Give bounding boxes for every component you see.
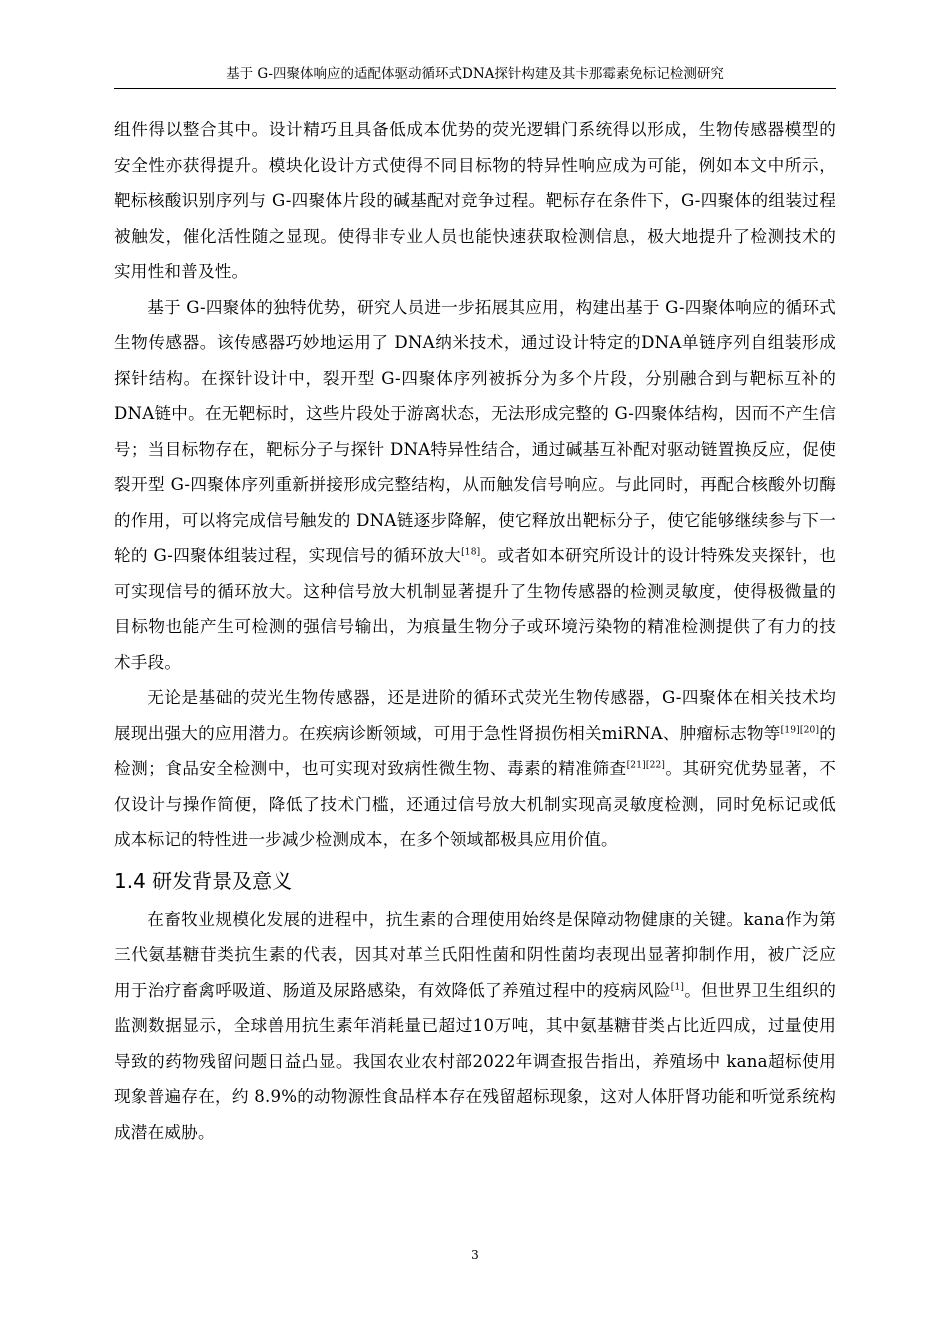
paragraph-2-text-a: 基于 G-四聚体的独特优势，研究人员进一步拓展其应用，构建出基于 G-四聚体响应的循环式生物传感器。该传感器巧妙地运用了 DNA纳米技术，通过设计特定的DNA单链序列自组装形成探针结构。在探针设计中，裂开型 G-四聚体序列被拆分为多个片段，分别融合到与靶标互补的 DNA链中。在无靶标时，这些片段处于游离状态，无法形成完整的 G-四聚体结构，因而不产生信号；当目标物存在，靶标分子与探针 DNA特异性结合，通过碱基互补配对驱动链置换反应，促使裂开型 G-四聚体序列重新拼接形成完整结构，从而触发信号响应。与此同时，再配合核酸外切酶的作用，可以将完成信号触发的 DNA链逐步降解，使它释放出靶标分子，使它能够继续参与下一轮的 G-四聚体组装过程，实现信号的循环放大 <box>114 297 836 565</box>
section-heading: 1.4 研发背景及意义 <box>114 868 293 893</box>
running-header: 基于 G-四聚体响应的适配体驱动循环式DNA探针构建及其卡那霉素免标记检测研究 <box>226 66 724 82</box>
paragraph-4 <box>114 902 836 1151</box>
paragraph-3-text-b: 的检测；食品安全检测中，也可实现对致病性微生物、毒素的精准筛查 <box>114 723 836 778</box>
paragraph-1: 组件得以整合其中。设计精巧且具备低成本优势的荧光逻辑门系统得以形成，生物传感器模型的安全性亦获得提升。模块化设计方式使得不同目标物的特异性响应成为可能，例如本文中所示，靶标核酸识别序列与 G-四聚体片段的碱基配对竞争过程。靶标存在条件下，G-四聚体的组装过程被触发，催化活性随之显现。使得非专业人员也能快速获取检测信息，极大地提升了检测技术的实用性和普及性。 <box>114 120 836 281</box>
paragraph-3-text-a: 无论是基础的荧光生物传感器，还是进阶的循环式荧光生物传感器，G-四聚体在相关技术均展现出强大的应用潜力。在疾病诊断领域，可用于急性肾损伤相关miRNA、肿瘤标志物等 <box>114 688 836 743</box>
citation-1: [1] <box>670 981 685 992</box>
citation-21-22: [21][22] <box>626 760 666 771</box>
header-rule <box>114 88 836 89</box>
citation-18: [18] <box>461 547 481 558</box>
paragraph-2 <box>114 290 836 681</box>
paragraph-4-text-a: 在畜牧业规模化发展的进程中，抗生素的合理使用始终是保障动物健康的关键。kana作为第三代氨基糖苷类抗生素的代表，因其对革兰氏阳性菌和阴性菌均表现出显著抑制作用，被广泛应用于治疗畜禽呼吸道、肠道及尿路感染，有效降低了养殖过程中的疫病风险 <box>114 909 836 1000</box>
body-text <box>114 112 836 1150</box>
paragraph-4-text-b: 。但世界卫生组织的监测数据显示，全球兽用抗生素年消耗量已超过10万吨，其中氨基糖苷类占比近四成，过量使用导致的药物残留问题日益凸显。我国农业农村部2022年调查报告指出，养殖场中 kana超标使用现象普遍存在，约 8.9%的动物源性食品样本存在残留超标现象，这对人体肝肾功能和听觉系统构成潜在威胁。 <box>114 980 836 1142</box>
page-number: 3 <box>471 1248 479 1262</box>
paragraph-2-text-b: 。或者如本研究所设计的设计特殊发夹探针，也可实现信号的循环放大。这种信号放大机制显著提升了生物传感器的检测灵敏度，使得极微量的目标物也能产生可检测的强信号输出，为痕量生物分子或环境污染物的精准检测提供了有力的技术手段。 <box>114 546 836 672</box>
citation-19-20: [19][20] <box>780 724 820 735</box>
paragraph-3 <box>114 680 836 858</box>
paragraph-3-text-c: 。其研究优势显著，不仅设计与操作简便，降低了技术门槛，还通过信号放大机制实现高灵敏度检测，同时免标记或低成本标记的特性进一步减少检测成本，在多个领域都极具应用价值。 <box>114 759 836 849</box>
